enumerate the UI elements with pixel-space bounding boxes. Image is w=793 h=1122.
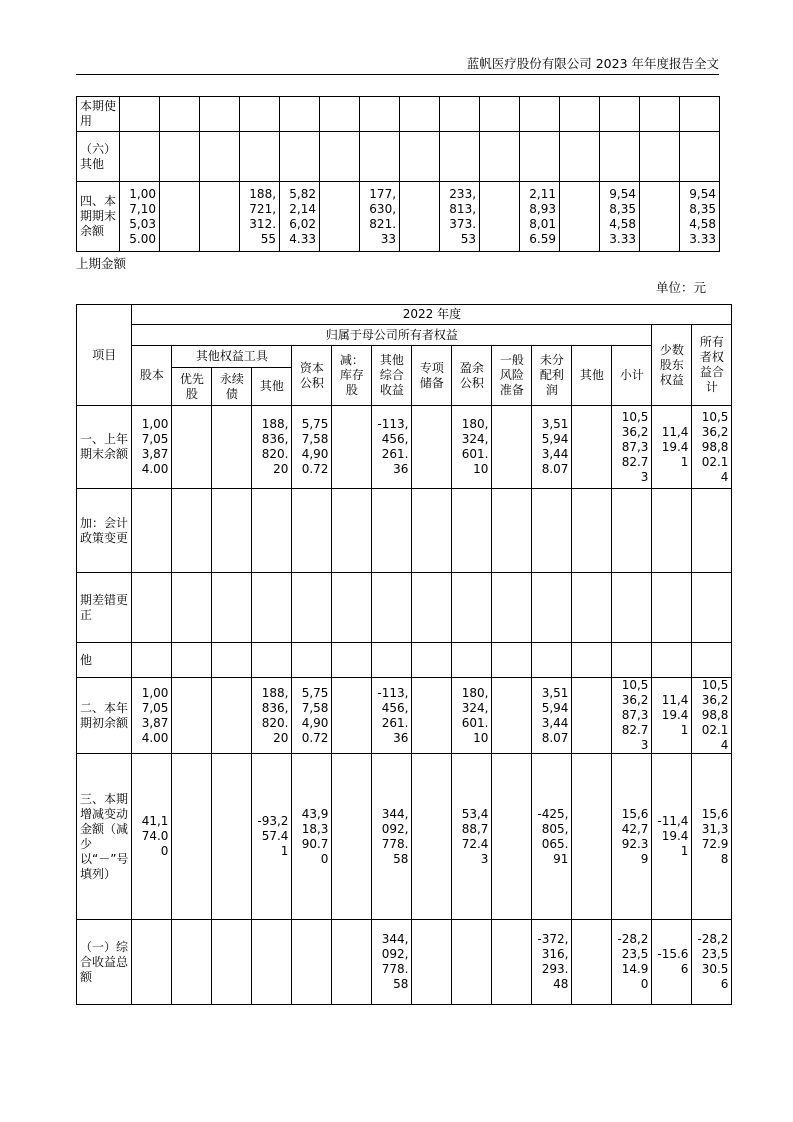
cell-value [360,132,400,182]
col-subtotal: 小计 [612,346,652,406]
cell-value [572,573,612,643]
cell-value [412,920,452,1005]
cell-value [332,406,372,489]
cell-value: -425,805,065.91 [532,754,572,920]
cell-value [212,754,252,920]
cell-value [372,489,412,573]
table-row [77,406,732,489]
col-special-reserve: 专项储备 [412,346,452,406]
section-label: 上期金额 [76,256,127,271]
table-row [77,573,732,643]
report-header: 蓝帆医疗股份有限公司 2023 年年度报告全文 [466,56,719,71]
cell-value: 1,007,053,874.00 [132,406,172,489]
cell-value: -113,456,261.36 [372,678,412,754]
prior-period-equity-table [76,304,732,1005]
cell-value: 11,419.41 [652,406,692,489]
cell-value: 5,757,584,900.72 [292,678,332,754]
cell-value [212,920,252,1005]
cell-value [240,97,280,132]
cell-value [332,643,372,678]
cell-value [480,132,520,182]
row-label: 二、本年期初余额 [77,678,132,754]
cell-value: 188,836,820.20 [252,406,292,489]
header-rule [76,74,719,75]
cell-value [160,132,200,182]
cell-value: 5,757,584,900.72 [292,406,332,489]
table-row [77,678,732,754]
cell-value [172,489,212,573]
cell-value [572,920,612,1005]
cell-value [612,573,652,643]
cell-value: 2,118,938,016.59 [520,182,560,252]
cell-value [560,97,600,132]
col-perpetual: 永续债 [212,368,252,406]
cell-value [172,406,212,489]
cell-value [572,754,612,920]
cell-value: 11,419.41 [652,678,692,754]
cell-value: 188,721,312.55 [240,182,280,252]
cell-value: 233,813,373.53 [440,182,480,252]
col-surplus-reserve: 盈余公积 [452,346,492,406]
cell-value [132,573,172,643]
cell-value [252,573,292,643]
cell-value: 3,515,943,448.07 [532,406,572,489]
cell-value [652,489,692,573]
cell-value [492,678,532,754]
cell-value [332,920,372,1005]
cell-value [532,489,572,573]
cell-value [160,97,200,132]
cell-value [572,678,612,754]
cell-value: 177,630,821.33 [360,182,400,252]
cell-value: -113,456,261.36 [372,406,412,489]
cell-value [212,678,252,754]
row-label: 三、本期增减变动金额（减少以“－”号填列） [77,754,132,920]
col-undistributed-profit: 未分配利润 [532,346,572,406]
cell-value [440,97,480,132]
cell-value [640,132,680,182]
cell-value [492,920,532,1005]
cell-value [120,132,160,182]
table-row [77,97,720,132]
cell-value: 344,092,778.58 [372,754,412,920]
cell-value: 1,007,105,035.00 [120,182,160,252]
cell-value [560,182,600,252]
cell-value [172,678,212,754]
col-treasury-stock: 减：库存股 [332,346,372,406]
cell-value [240,132,280,182]
cell-value [640,97,680,132]
cell-value [520,132,560,182]
col-other-tool: 其他 [252,368,292,406]
cell-value [132,920,172,1005]
cell-value: -28,223,514.90 [612,920,652,1005]
cell-value [492,643,532,678]
cell-value: 10,536,287,382.73 [612,678,652,754]
cell-value [252,643,292,678]
cell-value [160,182,200,252]
cell-value [200,97,240,132]
cell-value [532,643,572,678]
cell-value: -11,419.41 [652,754,692,920]
cell-value: -93,257.41 [252,754,292,920]
table-row [77,182,720,252]
cell-value: 10,536,298,802.14 [692,678,732,754]
cell-value [120,97,160,132]
item-header: 项目 [77,305,132,406]
cell-value: 1,007,053,874.00 [132,678,172,754]
col-oci: 其他综合收益 [372,346,412,406]
cell-value [492,754,532,920]
row-label: 一、上年期末余额 [77,406,132,489]
cell-value [412,489,452,573]
cell-value [292,573,332,643]
table-row [77,643,732,678]
cell-value [252,489,292,573]
cell-value [452,489,492,573]
cell-value [452,573,492,643]
year-header: 2022 年度 [132,305,732,325]
cell-value [572,643,612,678]
cell-value: 15,631,372.98 [692,754,732,920]
cell-value [452,920,492,1005]
cell-value: -372,316,293.48 [532,920,572,1005]
cell-value: 9,548,354,583.33 [680,182,720,252]
cell-value [332,754,372,920]
cell-value: 344,092,778.58 [372,920,412,1005]
row-label: 四、本期期末余额 [77,182,120,252]
cell-value: 10,536,287,382.73 [612,406,652,489]
table-row [77,132,720,182]
cell-value [360,97,400,132]
cell-value [612,643,652,678]
cell-value [400,132,440,182]
cell-value [440,132,480,182]
cell-value [292,643,332,678]
cell-value [280,132,320,182]
cell-value [412,573,452,643]
cell-value [200,182,240,252]
row-label: 他 [77,643,132,678]
cell-value [400,97,440,132]
cell-value [572,489,612,573]
unit-label: 单位：元 [655,280,706,295]
cell-value: 3,515,943,448.07 [532,678,572,754]
cell-value [172,573,212,643]
cell-value [520,97,560,132]
cell-value [412,643,452,678]
cell-value: 10,536,298,802.14 [692,406,732,489]
cell-value [412,406,452,489]
cell-value [212,643,252,678]
cell-value [532,573,572,643]
cell-value [680,132,720,182]
cell-value [492,489,532,573]
cell-value [640,182,680,252]
cell-value: 41,174.00 [132,754,172,920]
cell-value [400,182,440,252]
cell-value [372,643,412,678]
cell-value: 9,548,354,583.33 [600,182,640,252]
cell-value [132,643,172,678]
cell-value [200,132,240,182]
cell-value [412,678,452,754]
col-other-equity-tools: 其他权益工具 [172,346,292,368]
cell-value [652,643,692,678]
cell-value [692,489,732,573]
cell-value: 5,822,146,024.33 [280,182,320,252]
cell-value [692,573,732,643]
col-share-capital: 股本 [132,346,172,406]
col-general-risk: 一般风险准备 [492,346,532,406]
cell-value: 188,836,820.20 [252,678,292,754]
cell-value [172,643,212,678]
cell-value [320,132,360,182]
total-equity-header: 所有者权益合计 [692,325,732,406]
cell-value: -28,223,530.56 [692,920,732,1005]
cell-value [332,489,372,573]
table-row [77,920,732,1005]
row-label: （六）其他 [77,132,120,182]
cell-value [612,489,652,573]
cell-value [372,573,412,643]
cell-value: 180,324,601.10 [452,406,492,489]
cell-value [412,754,452,920]
cell-value [560,132,600,182]
current-period-table-continued [76,96,720,252]
minority-interest-header: 少数股东权益 [652,325,692,406]
table-row [77,754,732,920]
cell-value [332,573,372,643]
cell-value [320,182,360,252]
cell-value [480,182,520,252]
row-label: 期差错更正 [77,573,132,643]
col-preferred: 优先股 [172,368,212,406]
row-label: 加：会计政策变更 [77,489,132,573]
cell-value [452,643,492,678]
cell-value [480,97,520,132]
cell-value [172,754,212,920]
cell-value [492,573,532,643]
cell-value: 180,324,601.10 [452,678,492,754]
row-label: （一）综合收益总额 [77,920,132,1005]
cell-value [292,920,332,1005]
cell-value [320,97,360,132]
cell-value [280,97,320,132]
col-other: 其他 [572,346,612,406]
cell-value: 43,918,390.70 [292,754,332,920]
cell-value [680,97,720,132]
cell-value [332,678,372,754]
cell-value [172,920,212,1005]
cell-value [492,406,532,489]
cell-value [212,406,252,489]
cell-value [132,489,172,573]
cell-value [212,573,252,643]
cell-value: 15,642,792.39 [612,754,652,920]
table-row [77,489,732,573]
cell-value [212,489,252,573]
parent-equity-header: 归属于母公司所有者权益 [132,325,652,346]
cell-value [652,573,692,643]
cell-value [252,920,292,1005]
cell-value [600,132,640,182]
cell-value: 53,488,772.43 [452,754,492,920]
row-label: 本期使用 [77,97,120,132]
col-capital-reserve: 资本公积 [292,346,332,406]
cell-value [692,643,732,678]
cell-value: -15.66 [652,920,692,1005]
cell-value [292,489,332,573]
cell-value [600,97,640,132]
cell-value [572,406,612,489]
